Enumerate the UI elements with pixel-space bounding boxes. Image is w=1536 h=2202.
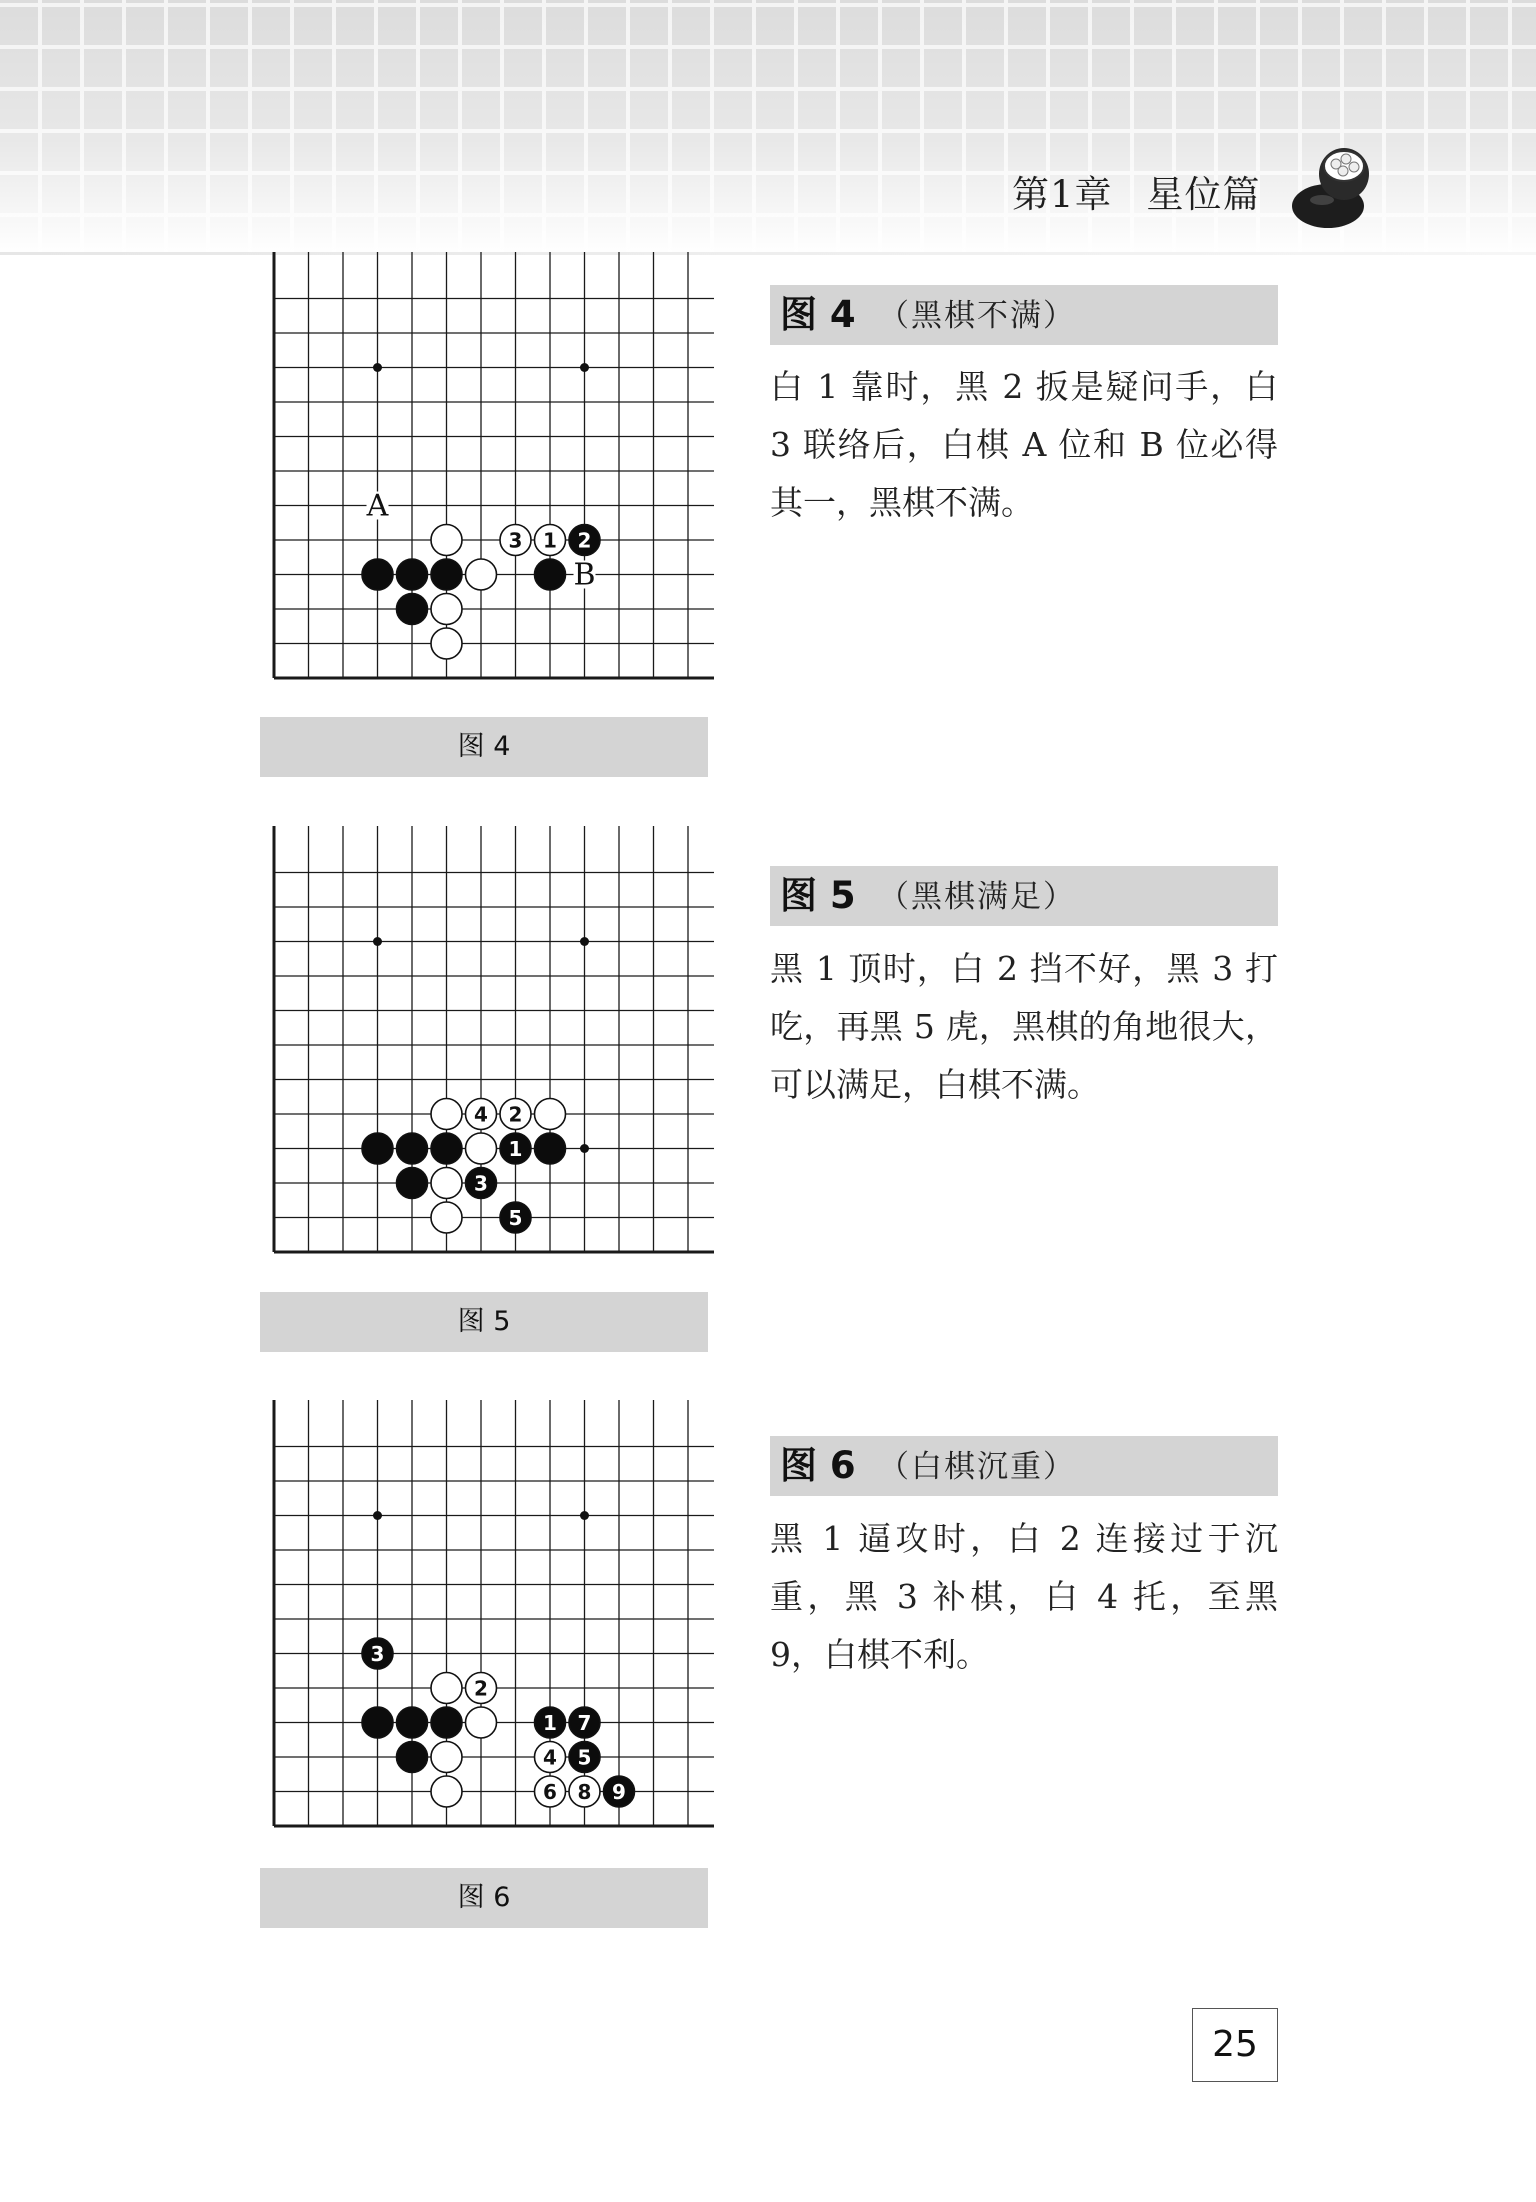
black-stone — [535, 1133, 566, 1164]
stone-move-number: 2 — [474, 1676, 488, 1701]
star-point — [373, 363, 382, 372]
black-stone — [362, 1638, 393, 1669]
white-stone — [466, 1673, 497, 1704]
stone-move-number: 3 — [474, 1171, 488, 1196]
star-point — [580, 363, 589, 372]
figure-heading — [770, 866, 1278, 926]
board-grid — [274, 1400, 714, 1826]
go-board-figure-6 — [258, 1400, 714, 1840]
figure-caption: 图 4 — [260, 717, 708, 777]
white-stone — [466, 559, 497, 590]
go-bowl-icon — [1288, 140, 1372, 230]
black-stone — [466, 1168, 497, 1199]
white-stone — [500, 1099, 531, 1130]
white-stone — [500, 525, 531, 556]
stone-move-number: 4 — [474, 1102, 488, 1127]
white-stone — [431, 1776, 462, 1807]
black-stone — [569, 525, 600, 556]
star-point — [373, 937, 382, 946]
star-point — [580, 1511, 589, 1520]
board-point-label: A — [366, 488, 389, 524]
figure-heading-number: 图 5 — [780, 874, 856, 917]
white-stone — [431, 1168, 462, 1199]
white-stone — [466, 1707, 497, 1738]
black-stone — [362, 1707, 393, 1738]
chapter-number: 第1章 — [1012, 173, 1113, 216]
white-stone — [535, 1099, 566, 1130]
stone-move-number: 3 — [508, 528, 523, 553]
white-stone — [466, 1133, 497, 1164]
black-stone — [535, 559, 566, 590]
black-stone — [397, 1133, 428, 1164]
white-stone — [431, 594, 462, 625]
go-board-figure-5 — [258, 826, 714, 1266]
stone-move-number: 1 — [508, 1137, 523, 1161]
stone-move-number: 5 — [508, 1206, 523, 1230]
black-stone — [362, 1133, 393, 1164]
black-stone — [431, 1707, 462, 1738]
black-stone — [431, 1133, 462, 1164]
black-stone — [535, 1707, 566, 1738]
black-stone — [500, 1133, 531, 1164]
board-point-label: B — [573, 557, 596, 593]
chapter-section: 星位篇 — [1146, 173, 1261, 216]
white-stone — [431, 1742, 462, 1773]
board-grid — [274, 252, 714, 678]
stone-move-number: 4 — [543, 1745, 557, 1770]
star-point — [580, 937, 589, 946]
figure-explanation: 白 1 靠时，黑 2 扳是疑问手，白 3 联络后，白棋 A 位和 B 位必得其一，黑棋不满。 — [770, 367, 1278, 522]
figure-explanation: 黑 1 顶时，白 2 挡不好，黑 3 打吃，再黑 5 虎，黑棋的角地很大，可以满足，白棋不满。 — [770, 949, 1278, 1104]
white-stone — [431, 525, 462, 556]
black-stone — [397, 559, 428, 590]
stone-move-number: 7 — [577, 1711, 592, 1735]
black-stone — [397, 1742, 428, 1773]
figure-caption: 图 5 — [260, 1292, 708, 1352]
figure-caption: 图 6 — [260, 1868, 708, 1928]
black-stone — [604, 1776, 635, 1807]
stone-move-number: 1 — [543, 1711, 557, 1735]
black-stone — [500, 1202, 531, 1233]
white-stone — [431, 1202, 462, 1233]
figure-explanation: 黑 1 逼攻时，白 2 连接过于沉重，黑 3 补棋，白 4 托，至黑 9，白棋不利。 — [770, 1519, 1278, 1674]
stone-move-number: 6 — [543, 1780, 557, 1804]
black-stone — [569, 1742, 600, 1773]
figure-heading-subtitle: （黑棋满足） — [878, 879, 1076, 915]
page-number: 25 — [1192, 2008, 1278, 2082]
white-stone — [535, 525, 566, 556]
go-board-figure-4 — [258, 252, 714, 692]
stone-move-number: 9 — [612, 1780, 626, 1804]
black-stone — [397, 1707, 428, 1738]
chapter-title — [1012, 170, 1261, 220]
star-point — [373, 1511, 382, 1520]
white-stone — [535, 1742, 566, 1773]
white-stone — [431, 628, 462, 659]
figure-heading — [770, 1436, 1278, 1496]
stone-move-number: 2 — [577, 528, 592, 553]
black-stone — [362, 559, 393, 590]
stone-move-number: 1 — [543, 528, 557, 553]
white-stone — [569, 1776, 600, 1807]
star-point — [580, 1144, 589, 1153]
black-stone — [397, 594, 428, 625]
stone-move-number: 2 — [508, 1102, 523, 1127]
white-stone — [466, 1099, 497, 1130]
black-stone — [431, 559, 462, 590]
header-divider — [0, 252, 1536, 255]
figure-heading-number: 图 4 — [780, 293, 856, 336]
black-stone — [397, 1168, 428, 1199]
white-stone — [431, 1099, 462, 1130]
figure-heading — [770, 285, 1278, 345]
white-stone — [431, 1673, 462, 1704]
figure-heading-subtitle: （黑棋不满） — [878, 298, 1076, 334]
white-stone — [535, 1776, 566, 1807]
stone-move-number: 8 — [577, 1780, 592, 1804]
figure-heading-subtitle: （白棋沉重） — [878, 1449, 1076, 1485]
figure-heading-number: 图 6 — [780, 1444, 856, 1487]
stone-move-number: 3 — [370, 1642, 385, 1666]
black-stone — [569, 1707, 600, 1738]
stone-move-number: 5 — [577, 1745, 592, 1770]
